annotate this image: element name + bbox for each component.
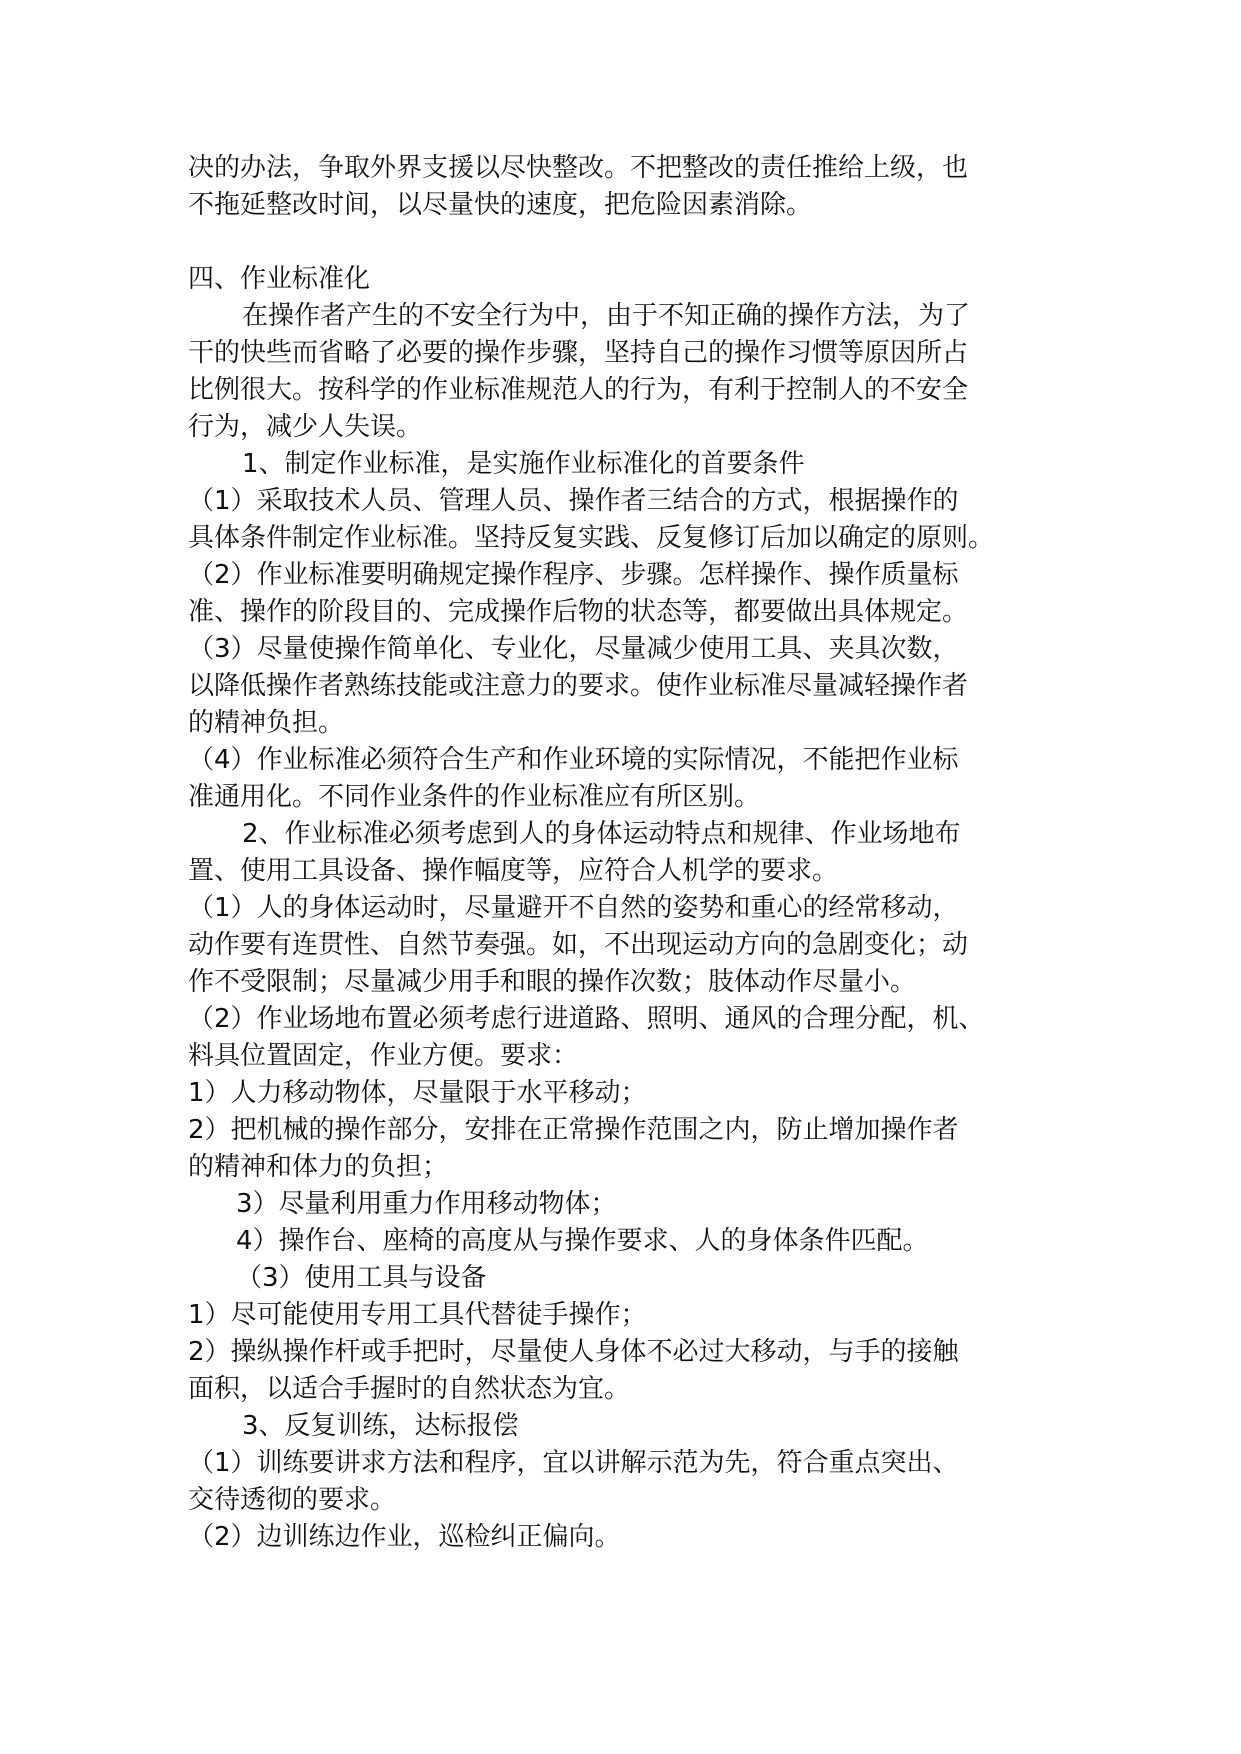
document-body bbox=[188, 150, 1068, 1556]
subsection-heading: 2、作业标准必须考虑到人的身体运动特点和规律、作业场地布 bbox=[242, 819, 961, 849]
paragraph-line: 置、使用工具设备、操作幅度等，应符合人机学的要求。 bbox=[188, 856, 839, 886]
list-item: 1）尽可能使用专用工具代替徒手操作； bbox=[188, 1300, 647, 1330]
paragraph-line: 在操作者产生的不安全行为中，由于不知正确的操作方法，为了 bbox=[242, 301, 971, 331]
paragraph-line: 面积，以适合手握时的自然状态为宜。 bbox=[188, 1374, 631, 1404]
list-item: 1）人力移动物体，尽量限于水平移动； bbox=[188, 1078, 647, 1108]
list-item: （1）训练要讲求方法和程序，宜以讲解示范为先，符合重点突出、 bbox=[188, 1448, 959, 1478]
paragraph-line: 比例很大。按科学的作业标准规范人的行为，有利于控制人的不安全 bbox=[188, 375, 969, 405]
list-item: （2）作业标准要明确规定操作程序、步骤。怎样操作、操作质量标 bbox=[188, 560, 959, 590]
paragraph-line: 以降低操作者熟练技能或注意力的要求。使作业标准尽量减轻操作者 bbox=[188, 671, 969, 701]
paragraph-line: 不拖延整改时间，以尽量快的速度，把危险因素消除。 bbox=[188, 190, 813, 220]
paragraph-line: 准、操作的阶段目的、完成操作后物的状态等，都要做出具体规定。 bbox=[188, 597, 969, 627]
paragraph-gap bbox=[188, 224, 1068, 261]
list-item: 2）把机械的操作部分，安排在正常操作范围之内，防止增加操作者 bbox=[188, 1115, 959, 1145]
paragraph-line: 干的快些而省略了必要的操作步骤，坚持自己的操作习惯等原因所占 bbox=[188, 338, 969, 368]
paragraph-line: 行为，减少人失误。 bbox=[188, 412, 423, 442]
paragraph-line: 准通用化。不同作业条件的作业标准应有所区别。 bbox=[188, 782, 761, 812]
subsection-heading: 1、制定作业标准，是实施作业标准化的首要条件 bbox=[242, 449, 805, 479]
section-heading: 四、作业标准化 bbox=[188, 264, 371, 294]
list-item: （1）采取技术人员、管理人员、操作者三结合的方式，根据操作的 bbox=[188, 486, 959, 516]
list-item: （2）作业场地布置必须考虑行进道路、照明、通风的合理分配，机、 bbox=[188, 1004, 985, 1034]
list-item: （2）边训练边作业，巡检纠正偏向。 bbox=[188, 1522, 621, 1552]
paragraph-line: 的精神和体力的负担； bbox=[188, 1152, 449, 1182]
list-item: 2）操纵操作杆或手把时，尽量使人身体不必过大移动，与手的接触 bbox=[188, 1337, 959, 1367]
paragraph-line: 的精神负担。 bbox=[188, 708, 345, 738]
list-item: （3）尽量使操作简单化、专业化，尽量减少使用工具、夹具次数， bbox=[188, 634, 959, 664]
paragraph-line: 料具位置固定，作业方便。要求： bbox=[188, 1041, 579, 1071]
list-item: （3）使用工具与设备 bbox=[236, 1263, 487, 1293]
paragraph-line: 交待透彻的要求。 bbox=[188, 1485, 397, 1515]
subsection-heading: 3、反复训练，达标报偿 bbox=[242, 1411, 519, 1441]
list-item: （1）人的身体运动时，尽量避开不自然的姿势和重心的经常移动， bbox=[188, 893, 959, 923]
paragraph-line: 作不受限制；尽量减少用手和眼的操作次数；肢体动作尽量小。 bbox=[188, 967, 917, 997]
paragraph-line: 动作要有连贯性、自然节奏强。如，不出现运动方向的急剧变化；动 bbox=[188, 930, 969, 960]
paragraph-line: 决的办法，争取外界支援以尽快整改。不把整改的责任推给上级，也 bbox=[188, 153, 969, 183]
list-item: 3）尽量利用重力作用移动物体； bbox=[236, 1189, 617, 1219]
list-item: 4）操作台、座椅的高度从与操作要求、人的身体条件匹配。 bbox=[236, 1226, 929, 1256]
paragraph-line: 具体条件制定作业标准。坚持反复实践、反复修订后加以确定的原则。 bbox=[188, 523, 995, 553]
list-item: （4）作业标准必须符合生产和作业环境的实际情况，不能把作业标 bbox=[188, 745, 959, 775]
